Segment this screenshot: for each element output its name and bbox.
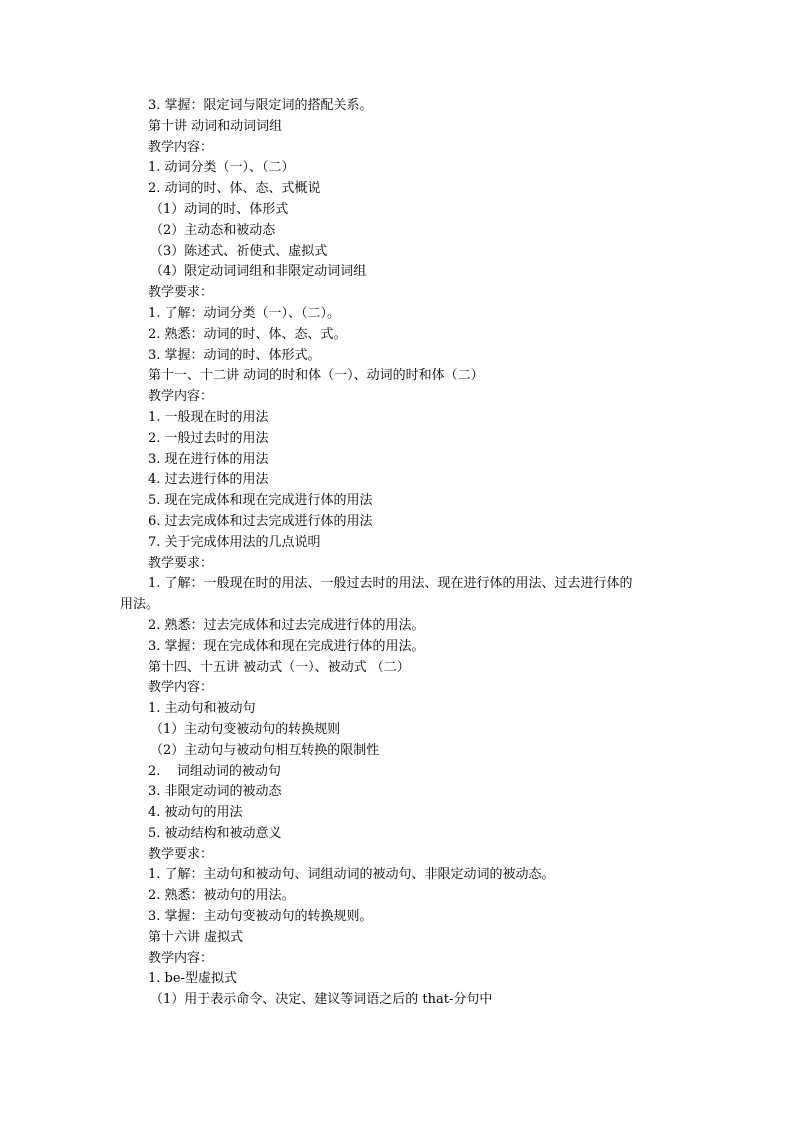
text-line: （2）主动态和被动态 [150, 222, 276, 238]
text-line: 3. 掌握：现在完成体和现在完成进行体的用法。 [148, 638, 425, 654]
text-line: （1）用于表示命令、决定、建议等词语之后的 that-分句中 [150, 992, 493, 1008]
text-line: （1）主动句变被动句的转换规则 [150, 721, 341, 737]
document-page [0, 96, 794, 1011]
section-heading: 第十一、十二讲 动词的时和体（一）、动词的时和体（二） [148, 368, 484, 384]
text-line: （3）陈述式、祈使式、虚拟式 [150, 243, 328, 259]
text-line: 3. 掌握：动词的时、体形式。 [148, 347, 321, 363]
text-line: 1. be-型虚拟式 [148, 971, 237, 987]
text-line: 2. 熟悉：被动句的用法。 [148, 888, 295, 904]
text-line: 1. 了解：一般现在时的用法、一般过去时的用法、现在进行体的用法、过去进行体的 [148, 576, 633, 592]
text-line: 2. 词组动词的被动句 [148, 763, 281, 779]
text-line: 教学内容： [148, 139, 214, 155]
text-line: 6. 过去完成体和过去完成进行体的用法 [148, 513, 373, 529]
text-line: 3. 现在进行体的用法 [148, 451, 269, 467]
text-line: 教学内容： [148, 680, 214, 696]
section-heading: 第十六讲 虚拟式 [148, 929, 244, 945]
section-heading: 第十讲 动词和动词词组 [148, 118, 283, 134]
text-line: 5. 现在完成体和现在完成进行体的用法 [148, 493, 373, 509]
text-line: （4）限定动词词组和非限定动词词组 [150, 264, 367, 280]
text-line: 3. 掌握：限定词与限定词的搭配关系。 [148, 98, 373, 113]
text-line: 2. 熟悉：过去完成体和过去完成进行体的用法。 [148, 617, 425, 633]
text-line: 1. 主动句和被动句 [148, 701, 256, 717]
text-line: 3. 掌握：主动句变被动句的转换规则。 [148, 909, 373, 925]
text-line: 5. 被动结构和被动意义 [148, 825, 282, 841]
text-line: 教学要求： [148, 555, 214, 571]
text-line: 4. 过去进行体的用法 [148, 472, 269, 488]
text-line: 教学内容： [148, 389, 214, 405]
text-line: 教学要求： [148, 846, 214, 862]
text-line: （1）动词的时、体形式 [150, 201, 289, 217]
text-line: 教学要求： [148, 285, 214, 301]
text-line: 教学内容： [148, 950, 214, 966]
text-line: 1. 了解：动词分类（一）、（二）。 [148, 305, 341, 321]
text-line: 1. 一般现在时的用法 [148, 409, 269, 425]
text-line: 1. 了解：主动句和被动句、词组动词的被动句、非限定动词的被动态。 [148, 867, 555, 883]
text-line: 7. 关于完成体用法的几点说明 [148, 534, 321, 550]
section-heading: 第十四、十五讲 被动式（一）、被动式 （二） [148, 659, 410, 675]
text-line: 2. 熟悉：动词的时、体、态、式。 [148, 326, 347, 342]
text-line: 2. 一般过去时的用法 [148, 430, 269, 446]
text-line: 用法。 [120, 597, 160, 613]
text-line: （2）主动句与被动句相互转换的限制性 [150, 742, 380, 758]
text-line: 2. 动词的时、体、态、式概说 [148, 181, 321, 197]
text-line: 4. 被动句的用法 [148, 805, 243, 821]
text-line: 3. 非限定动词的被动态 [148, 784, 282, 800]
text-line: 1. 动词分类（一）、（二） [148, 160, 295, 176]
